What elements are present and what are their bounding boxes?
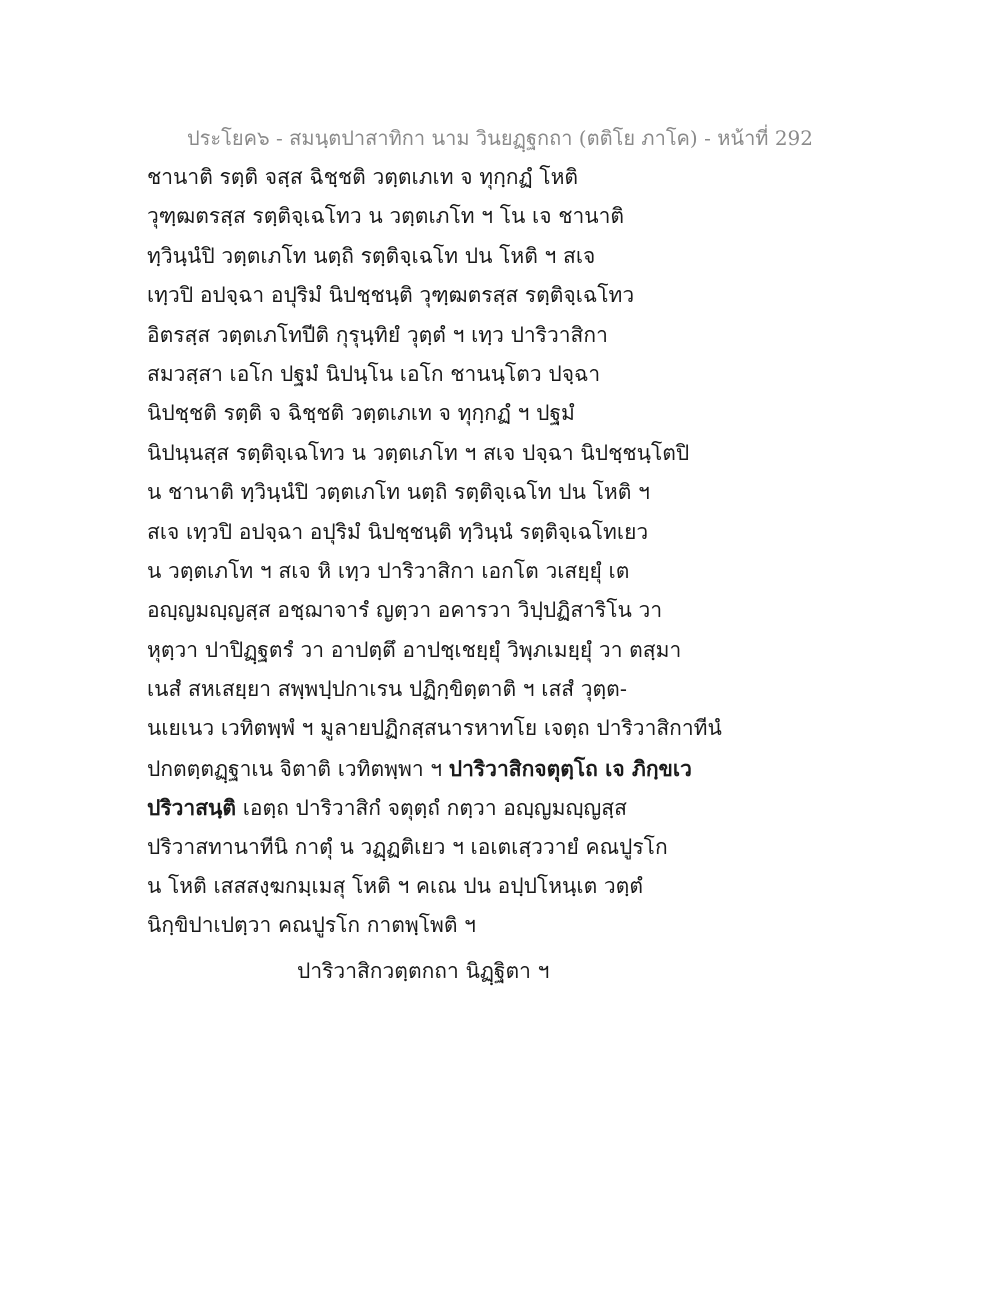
text-line: ปริวาสทานาทีนิ กาตุํ น วฏฺฏติเยว ฯ เอเตเสฺววายํ คณปูรโก [147, 834, 668, 859]
text-line: น วตฺตเภโท ฯ สเจ หิ เทฺว ปาริวาสิกา เอกโต วเสยฺยุํ เต [147, 558, 630, 583]
text-line: นิปชฺชติ รตฺติ จ ฉิชฺชติ วตฺตเภเท จ ทุกฺกฏํ ฯ ปฐมํ [147, 401, 575, 426]
text-segment: ปกตตฺตฏฺฐาเน จิตาติ เวทิตพฺพา ฯ [147, 756, 443, 781]
text-line: ชานาติ รตฺติ จสฺส ฉิชฺชติ วตฺตเภเท จ ทุกฺกฏํ โหติ [147, 165, 579, 189]
text-line: นิกฺขิปาเปตฺวา คณปูรโก กาตพฺโพติ ฯ [147, 913, 476, 938]
text-line: อิตรสฺส วตฺตเภโทปีติ กุรุนฺทิยํ วุตฺตํ ฯ เทฺว ปาริวาสิกา [147, 322, 608, 347]
bold-heading: ปาริวาสิกจตุตฺโถ เจ ภิกฺขเว [448, 755, 692, 781]
text-line: นเยเนว เวทิตพฺพํ ฯ มูลายปฏิกสฺสนารหาทโย เจตฺถ ปาริวาสิกาทีนํ [147, 716, 722, 741]
body-text [147, 158, 867, 946]
running-header [0, 122, 1000, 154]
text-segment: เอตฺถ ปาริวาสิกํ จตุตฺถํ กตฺวา อญฺญมญฺญสฺส [236, 796, 627, 821]
running-head-text: ประโยค๖ - สมนฺตปาสาทิกา นาม วินยฏฺฐกถา (ตติโย ภาโค) - หน้าที่ 292 [186, 126, 814, 150]
section-closing: ปาริวาสิกวตฺตกถา นิฏฺฐิตา ฯ [297, 959, 550, 983]
text-line: น ชานาติ ทฺวินฺนํปิ วตฺตเภโท นตฺถิ รตฺติจฺเฉโท ปน โหติ ฯ [147, 480, 650, 505]
text-line: นิปนฺนสฺส รตฺติจฺเฉโทว น วตฺตเภโท ฯ สเจ ปจฺฉา นิปชฺชนฺโตปิ [147, 440, 690, 465]
text-line: หุตฺวา ปาปิฏฺฐตรํ วา อาปตฺตึ อาปชฺเชยฺยุํ วิพฺภเมยฺยุํ วา ตสฺมา [147, 637, 682, 662]
text-line: สเจ เทฺวปิ อปจฺฉา อปุริมํ นิปชฺชนฺติ ทฺวินฺนํ รตฺติจฺเฉโทเยว [147, 519, 649, 544]
text-line: อญฺญมญฺญสฺส อชฺฌาจารํ ญตฺวา อคารวา วิปฺปฏิสาริโน วา [147, 598, 663, 623]
text-line: น โหติ เสสสงฺฆกมฺเมสุ โหติ ฯ คเณ ปน อปฺปโหนฺเต วตฺตํ [147, 874, 643, 899]
text-line: ทฺวินฺนํปิ วตฺตเภโท นตฺถิ รตฺติจฺเฉโท ปน โหติ ฯ สเจ [147, 243, 596, 268]
text-line-with-bold [147, 788, 867, 827]
bold-heading: ปริวาสนฺติ [147, 795, 237, 821]
text-line: เทฺวปิ อปจฺฉา อปุริมํ นิปชฺชนฺติ วุฑฺฒตรสฺส รตฺติจฺเฉโทว [147, 283, 635, 308]
text-line: เนสํ สหเสยฺยา สพฺพปฺปกาเรน ปฏิกฺขิตฺตาติ ฯ เสสํ วุตฺต- [147, 677, 627, 702]
text-line: วุฑฺฒตรสฺส รตฺติจฺเฉโทว น วตฺตเภโท ฯ โน เจ ชานาติ [147, 204, 625, 229]
text-line-with-bold [147, 749, 867, 788]
text-line: สมวสฺสา เอโก ปฐมํ นิปนฺโน เอโก ชานนฺโตว ปจฺฉา [147, 361, 601, 386]
